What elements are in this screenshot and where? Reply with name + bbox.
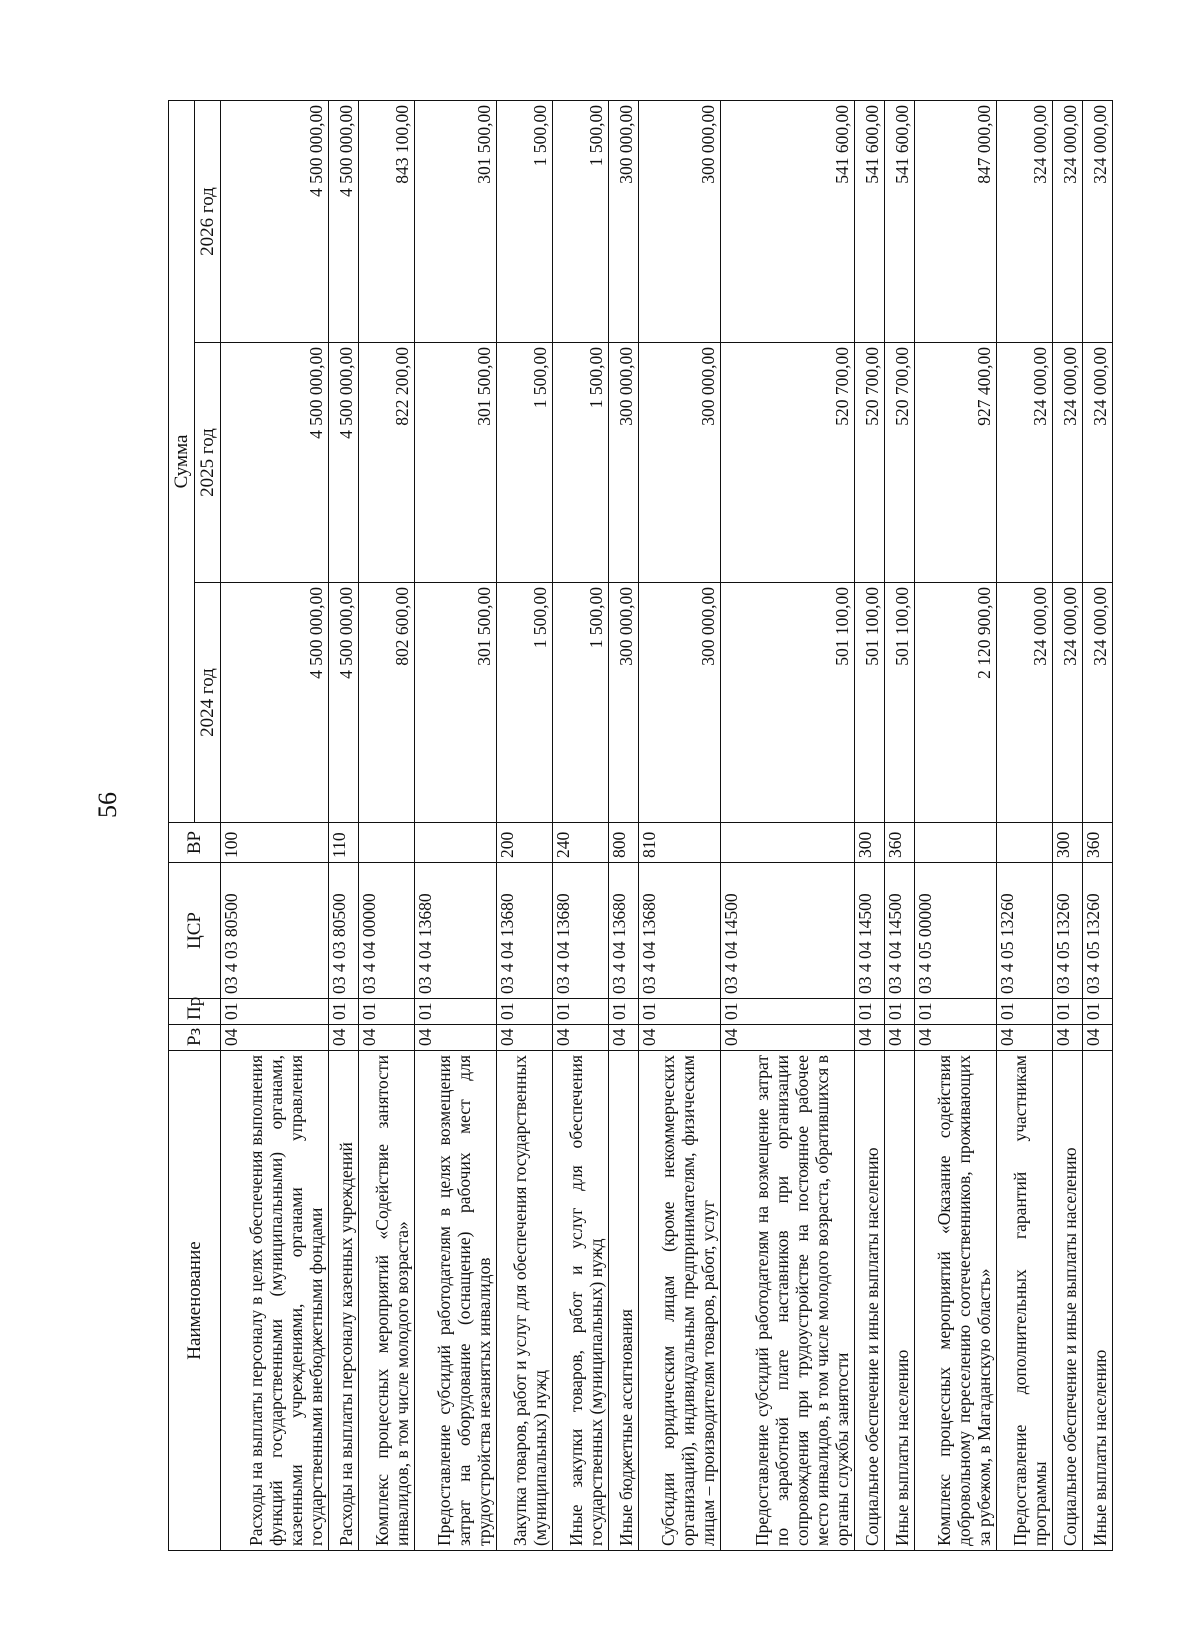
- table-row: [609, 101, 639, 1551]
- cell-2026: 324 000,00: [1053, 101, 1083, 343]
- table-row: [497, 101, 553, 1551]
- cell-name: Предоставление субсидий работодателям в целях возмещения затрат на оборудование (оснащение) рабочих мест для трудоустройства незанятых инвалидов: [415, 1051, 497, 1551]
- cell-pr: 01: [609, 999, 639, 1025]
- cell-vr: 200: [497, 823, 553, 863]
- cell-2025: 927 400,00: [915, 343, 997, 583]
- header-vr: ВР: [169, 823, 221, 863]
- cell-2026: 1 500,00: [497, 101, 553, 343]
- cell-2025: 1 500,00: [553, 343, 609, 583]
- cell-csr: 03 4 03 80500: [329, 863, 359, 999]
- header-2024: 2024 год: [195, 583, 221, 823]
- cell-pr: 01: [638, 999, 720, 1025]
- cell-vr: 240: [553, 823, 609, 863]
- cell-2026: 541 600,00: [855, 101, 885, 343]
- cell-rz: 04: [1053, 1025, 1083, 1051]
- cell-name: Расходы на выплаты персоналу в целях обеспечения выполнения функций государственными (муниципальными) органами, казенными учреждениями, органами управления государственными внебюджетными фондами: [221, 1051, 329, 1551]
- table-row: [359, 101, 415, 1551]
- cell-2026: 324 000,00: [997, 101, 1053, 343]
- cell-vr: [997, 823, 1053, 863]
- table-row: [1053, 101, 1083, 1551]
- table-row: [915, 101, 997, 1551]
- cell-pr: 01: [221, 999, 329, 1025]
- cell-rz: 04: [329, 1025, 359, 1051]
- table-row: [885, 101, 915, 1551]
- cell-2026: 1 500,00: [553, 101, 609, 343]
- cell-vr: 100: [221, 823, 329, 863]
- cell-name: Закупка товаров, работ и услуг для обеспечения государственных (муниципальных) нужд: [497, 1051, 553, 1551]
- table-row: [553, 101, 609, 1551]
- cell-csr: 03 4 03 80500: [221, 863, 329, 999]
- cell-2024: 300 000,00: [638, 583, 720, 823]
- cell-name: Предоставление субсидий работодателям на возмещение затрат по заработной плате наставников при организации сопровождения при трудоустройстве на постоянное рабочее место инвалидов, в том числе молодого возраста, обратившихся в органы службы занятости: [720, 1051, 854, 1551]
- cell-2024: 300 000,00: [609, 583, 639, 823]
- cell-2026: 324 000,00: [1082, 101, 1112, 343]
- cell-rz: 04: [720, 1025, 854, 1051]
- cell-name: Субсидии юридическим лицам (кроме некоммерческих организаций), индивидуальным предпринимателям, физическим лицам – производителям товаров, работ, услуг: [638, 1051, 720, 1551]
- cell-2026: 300 000,00: [638, 101, 720, 343]
- cell-2025: 520 700,00: [885, 343, 915, 583]
- cell-rz: 04: [553, 1025, 609, 1051]
- cell-2024: 501 100,00: [885, 583, 915, 823]
- cell-vr: 360: [885, 823, 915, 863]
- cell-csr: 03 4 04 14500: [885, 863, 915, 999]
- cell-name: Иные выплаты населению: [1082, 1051, 1112, 1551]
- header-rz: Рз: [169, 1025, 221, 1051]
- cell-2025: 520 700,00: [720, 343, 854, 583]
- cell-vr: [415, 823, 497, 863]
- cell-pr: 01: [415, 999, 497, 1025]
- cell-2025: 520 700,00: [855, 343, 885, 583]
- table-body: [221, 101, 1113, 1551]
- header-2025: 2025 год: [195, 343, 221, 583]
- cell-2026: 300 000,00: [609, 101, 639, 343]
- cell-2025: 4 500 000,00: [221, 343, 329, 583]
- header-pr: Пр: [169, 999, 221, 1025]
- cell-csr: 03 4 04 14500: [855, 863, 885, 999]
- cell-2025: 1 500,00: [497, 343, 553, 583]
- cell-csr: 03 4 05 13260: [1053, 863, 1083, 999]
- cell-2026: 4 500 000,00: [329, 101, 359, 343]
- cell-vr: 810: [638, 823, 720, 863]
- cell-2024: 1 500,00: [553, 583, 609, 823]
- cell-name: Комплекс процессных мероприятий «Содействие занятости инвалидов, в том числе молодого возраста»: [359, 1051, 415, 1551]
- cell-csr: 03 4 04 13680: [553, 863, 609, 999]
- cell-pr: 01: [885, 999, 915, 1025]
- table-row: [720, 101, 854, 1551]
- cell-pr: 01: [915, 999, 997, 1025]
- header-name: Наименование: [169, 1051, 221, 1551]
- cell-rz: 04: [415, 1025, 497, 1051]
- budget-table: [168, 100, 1113, 1551]
- cell-vr: [915, 823, 997, 863]
- header-csr: ЦСР: [169, 863, 221, 999]
- table-row: [221, 101, 329, 1551]
- cell-rz: 04: [885, 1025, 915, 1051]
- table-row: [638, 101, 720, 1551]
- cell-pr: 01: [329, 999, 359, 1025]
- cell-2024: 4 500 000,00: [221, 583, 329, 823]
- cell-vr: 360: [1082, 823, 1112, 863]
- cell-rz: 04: [855, 1025, 885, 1051]
- page-number: 56: [93, 792, 122, 818]
- cell-2025: 324 000,00: [997, 343, 1053, 583]
- cell-rz: 04: [915, 1025, 997, 1051]
- cell-pr: 01: [359, 999, 415, 1025]
- cell-csr: 03 4 04 13680: [497, 863, 553, 999]
- cell-vr: 300: [1053, 823, 1083, 863]
- cell-vr: [720, 823, 854, 863]
- header-2026: 2026 год: [195, 101, 221, 343]
- cell-pr: 01: [553, 999, 609, 1025]
- cell-pr: 01: [497, 999, 553, 1025]
- cell-pr: 01: [720, 999, 854, 1025]
- cell-2024: 4 500 000,00: [329, 583, 359, 823]
- cell-2026: 541 600,00: [885, 101, 915, 343]
- cell-2026: 301 500,00: [415, 101, 497, 343]
- cell-rz: 04: [997, 1025, 1053, 1051]
- cell-2024: 1 500,00: [497, 583, 553, 823]
- cell-csr: 03 4 04 00000: [359, 863, 415, 999]
- cell-2024: 324 000,00: [1082, 583, 1112, 823]
- table-row: [1082, 101, 1112, 1551]
- cell-csr: 03 4 05 13260: [1082, 863, 1112, 999]
- cell-2026: 847 000,00: [915, 101, 997, 343]
- cell-2025: 822 200,00: [359, 343, 415, 583]
- cell-2026: 843 100,00: [359, 101, 415, 343]
- cell-pr: 01: [997, 999, 1053, 1025]
- cell-vr: 300: [855, 823, 885, 863]
- cell-vr: [359, 823, 415, 863]
- cell-rz: 04: [359, 1025, 415, 1051]
- cell-name: Расходы на выплаты персоналу казенных учреждений: [329, 1051, 359, 1551]
- cell-csr: 03 4 04 13680: [415, 863, 497, 999]
- cell-rz: 04: [1082, 1025, 1112, 1051]
- cell-2024: 501 100,00: [855, 583, 885, 823]
- cell-name: Социальное обеспечение и иные выплаты населению: [855, 1051, 885, 1551]
- cell-csr: 03 4 05 13260: [997, 863, 1053, 999]
- header-sum: Сумма: [169, 101, 195, 823]
- cell-name: Комплекс процессных мероприятий «Оказание содействия добровольному переселению соотечественников, проживающих за рубежом, в Магаданскую область»: [915, 1051, 997, 1551]
- cell-pr: 01: [855, 999, 885, 1025]
- cell-2026: 4 500 000,00: [221, 101, 329, 343]
- cell-name: Иные выплаты населению: [885, 1051, 915, 1551]
- cell-2024: 2 120 900,00: [915, 583, 997, 823]
- cell-csr: 03 4 04 13680: [638, 863, 720, 999]
- cell-2025: 300 000,00: [609, 343, 639, 583]
- cell-csr: 03 4 04 14500: [720, 863, 854, 999]
- cell-rz: 04: [221, 1025, 329, 1051]
- cell-rz: 04: [497, 1025, 553, 1051]
- cell-2025: 324 000,00: [1053, 343, 1083, 583]
- table-row: [415, 101, 497, 1551]
- cell-name: Иные бюджетные ассигнования: [609, 1051, 639, 1551]
- cell-rz: 04: [609, 1025, 639, 1051]
- cell-csr: 03 4 05 00000: [915, 863, 997, 999]
- cell-2024: 324 000,00: [997, 583, 1053, 823]
- table-row: [997, 101, 1053, 1551]
- cell-name: Предоставление дополнительных гарантий участникам программы: [997, 1051, 1053, 1551]
- cell-pr: 01: [1053, 999, 1083, 1025]
- cell-2025: 301 500,00: [415, 343, 497, 583]
- cell-2024: 301 500,00: [415, 583, 497, 823]
- rotated-table-wrapper: [168, 101, 1113, 1551]
- cell-2025: 324 000,00: [1082, 343, 1112, 583]
- cell-2024: 324 000,00: [1053, 583, 1083, 823]
- cell-rz: 04: [638, 1025, 720, 1051]
- cell-name: Социальное обеспечение и иные выплаты населению: [1053, 1051, 1083, 1551]
- table-row: [855, 101, 885, 1551]
- cell-vr: 800: [609, 823, 639, 863]
- cell-pr: 01: [1082, 999, 1112, 1025]
- cell-csr: 03 4 04 13680: [609, 863, 639, 999]
- cell-2024: 501 100,00: [720, 583, 854, 823]
- cell-2025: 4 500 000,00: [329, 343, 359, 583]
- cell-2026: 541 600,00: [720, 101, 854, 343]
- cell-vr: 110: [329, 823, 359, 863]
- cell-2025: 300 000,00: [638, 343, 720, 583]
- table-row: [329, 101, 359, 1551]
- cell-2024: 802 600,00: [359, 583, 415, 823]
- cell-name: Иные закупки товаров, работ и услуг для обеспечения государственных (муниципальных) нужд: [553, 1051, 609, 1551]
